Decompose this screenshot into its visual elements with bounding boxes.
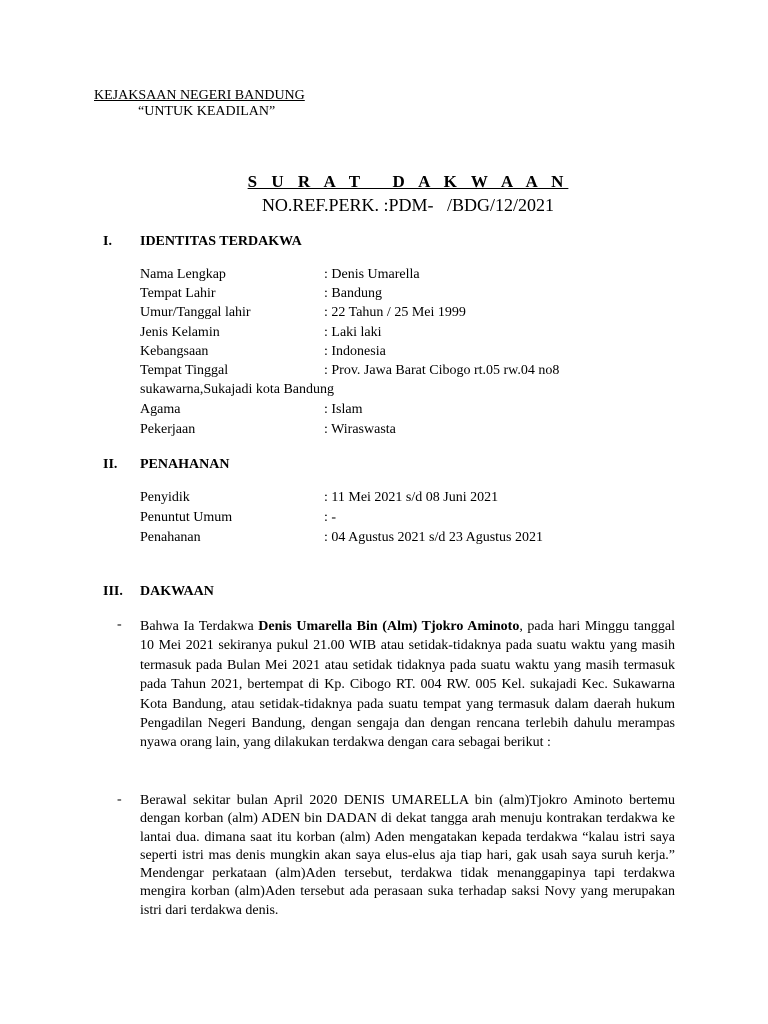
list-dash: - bbox=[117, 617, 122, 632]
field-label: Penyidik bbox=[140, 490, 190, 505]
field-value: : Prov. Jawa Barat Cibogo rt.05 rw.04 no8 bbox=[324, 363, 560, 378]
section-number: II. bbox=[103, 457, 118, 472]
field-value: : 04 Agustus 2021 s/d 23 Agustus 2021 bbox=[324, 530, 543, 545]
field-value: : Indonesia bbox=[324, 344, 386, 359]
reference-number: NO.REF.PERK. :PDM- /BDG/12/2021 bbox=[261, 195, 555, 215]
field-value: : - bbox=[324, 510, 337, 525]
field-label: Agama bbox=[140, 402, 181, 417]
field-label: Tempat Tinggal bbox=[140, 363, 229, 378]
field-value: : Wiraswasta bbox=[324, 422, 396, 437]
field-label: Jenis Kelamin bbox=[140, 325, 220, 340]
section-title: PENAHANAN bbox=[140, 457, 230, 472]
section-title: DAKWAAN bbox=[140, 584, 214, 599]
chronology-paragraph bbox=[140, 792, 675, 920]
motto: “UNTUK KEADILAN” bbox=[138, 104, 276, 119]
field-label: Umur/Tanggal lahir bbox=[140, 305, 251, 320]
field-label: Penuntut Umum bbox=[140, 510, 233, 525]
field-value: : Denis Umarella bbox=[324, 267, 420, 282]
paragraph-text: , pada hari Minggu tanggal 10 Mei 2021 sekiranya pukul 21.00 WIB atau setidak-tidaknya pada suatu waktu yang masih termasuk pada Bulan Mei 2021 atau setidak tidaknya pada suatu waktu yang masih termasuk pada Tahun 2021, bertempat di Kp. Cibogo RT. 004 RW. 005 Kel. sukajadi Kec. Sukawarna Kota Bandung, atau setidak-tidaknya pada suatu tempat yang termasuk dalam daerah hukum Pengadilan Negeri Bandung, dengan sengaja dan dengan rencana terlebih dahulu merampas nyawa orang lain, yang dilakukan terdakwa dengan cara sebagai berikut : bbox=[140, 619, 675, 751]
field-label: Penahanan bbox=[140, 530, 201, 545]
field-value: : Bandung bbox=[324, 286, 382, 301]
office-name: KEJAKSAAN NEGERI BANDUNG bbox=[94, 88, 305, 103]
field-value: : Islam bbox=[324, 402, 363, 417]
field-value: : 22 Tahun / 25 Mei 1999 bbox=[324, 305, 466, 320]
section-title: IDENTITAS TERDAKWA bbox=[140, 234, 302, 249]
document-title: S U R A T D A K W A A N bbox=[247, 172, 569, 191]
field-label: Kebangsaan bbox=[140, 344, 209, 359]
field-label: Nama Lengkap bbox=[140, 267, 226, 282]
section-number: I. bbox=[103, 234, 112, 249]
address-continuation: sukawarna,Sukajadi kota Bandung bbox=[140, 382, 335, 397]
defendant-name: Denis Umarella Bin (Alm) Tjokro Aminoto bbox=[258, 619, 520, 634]
indictment-paragraph bbox=[140, 617, 675, 753]
field-value: : Laki laki bbox=[324, 325, 382, 340]
list-dash: - bbox=[117, 792, 122, 807]
paragraph-text: Berawal sekitar bulan April 2020 DENIS UMARELLA bin (alm)Tjokro Aminoto bertemu dengan korban (alm) ADEN bin DADAN di dekat tangga arah menuju kontrakan terdakwa ke lantai dua. dimana saat itu korban (alm) Aden mengatakan kepada terdakwa “kalau istri saya seperti istri mas denis mungkin akan saya elus-elus aja tiap hari, gak usah saya suruh kerja.” Mendengar perkataan (alm)Aden tersebut, terdakwa tidak menanggapinya tapi terdakwa mengira korban (alm)Aden tersebut ada perasaan suka terhadap saksi Novy yang merupakan istri dari terdakwa denis. bbox=[140, 793, 675, 918]
field-label: Tempat Lahir bbox=[140, 286, 216, 301]
field-value: : 11 Mei 2021 s/d 08 Juni 2021 bbox=[324, 490, 499, 505]
section-number: III. bbox=[103, 584, 123, 599]
paragraph-text: Bahwa Ia Terdakwa bbox=[140, 619, 259, 634]
field-label: Pekerjaan bbox=[140, 422, 196, 437]
